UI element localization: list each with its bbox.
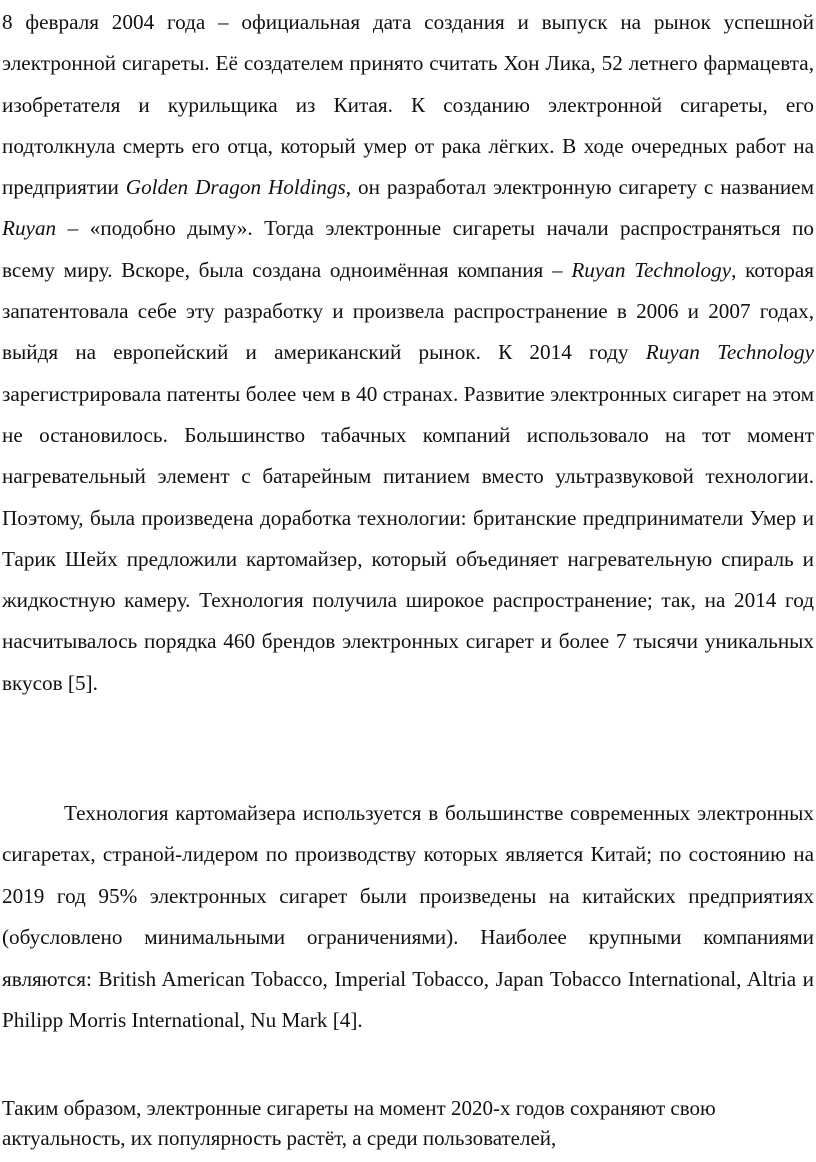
paragraph-conclusion: Таким образом, электронные сигареты на момент 2020-х годов сохраняют свою актуальность, их популярность растёт, а среди пользователей, bbox=[2, 1096, 716, 1150]
text-segment: , которая запатентовала себе эту разработку и произвела распространение в 2006 и 2007 годах, выйдя на европейский и американский рынок. К 2014 году bbox=[2, 257, 814, 365]
text-segment: – «подобно дыму». Тогда электронные сигареты начали распространяться по всему миру. Вскоре, была создана одноимённая компания – bbox=[2, 216, 814, 282]
paragraph-cartomizer: Технология картомайзера используется в большинстве современных электронных сигаретах, страной-лидером по производству которых является Китай; по состоянию на 2019 год 95% электронных сигарет были произведены на китайских предприятиях (обусловлено минимальными ограничениями). Наиболее крупными компаниями являются: British American Tobacco, Imperial Tobacco, Japan Tobacco International, Altria и Philipp Morris International, Nu Mark [4]. bbox=[2, 801, 814, 1033]
text-segment: , он разработал электронную сигарету с названием bbox=[345, 175, 814, 200]
paragraph-history bbox=[2, 2, 814, 704]
company-name-italic: Ruyan Technology bbox=[645, 340, 814, 365]
product-name-italic: Ruyan bbox=[2, 216, 57, 241]
company-name-italic: Golden Dragon Holdings bbox=[125, 175, 346, 200]
company-name-italic: Ruyan Technology bbox=[571, 257, 732, 282]
text-segment: 8 февраля 2004 года – официальная дата создания и выпуск на рынок успешной электронной сигареты. Её создателем принято считать Хон Лика, 52 летнего фармацевта, изобретателя и курильщика из Китая. К созданию электронной сигареты, его подтолкнула смерть его отца, который умер от рака лёгких. В ходе очередных работ на предприятии bbox=[2, 10, 814, 200]
text-segment: зарегистрировала патенты более чем в 40 странах. Развитие электронных сигарет на этом не остановилось. Большинство табачных компаний использовало на тот момент нагревательный элемент с батарейным питанием вместо ультразвуковой технологии. Поэтому, была произведена доработка технологии: британские предприниматели Умер и Тарик Шейх предложили картомайзер, который объединяет нагревательную спираль и жидкостную камеру. Технология получила широкое распространение; так, на 2014 год насчитывалось порядка 460 брендов электронных сигарет и более 7 тысячи уникальных вкусов [5]. bbox=[2, 381, 814, 695]
